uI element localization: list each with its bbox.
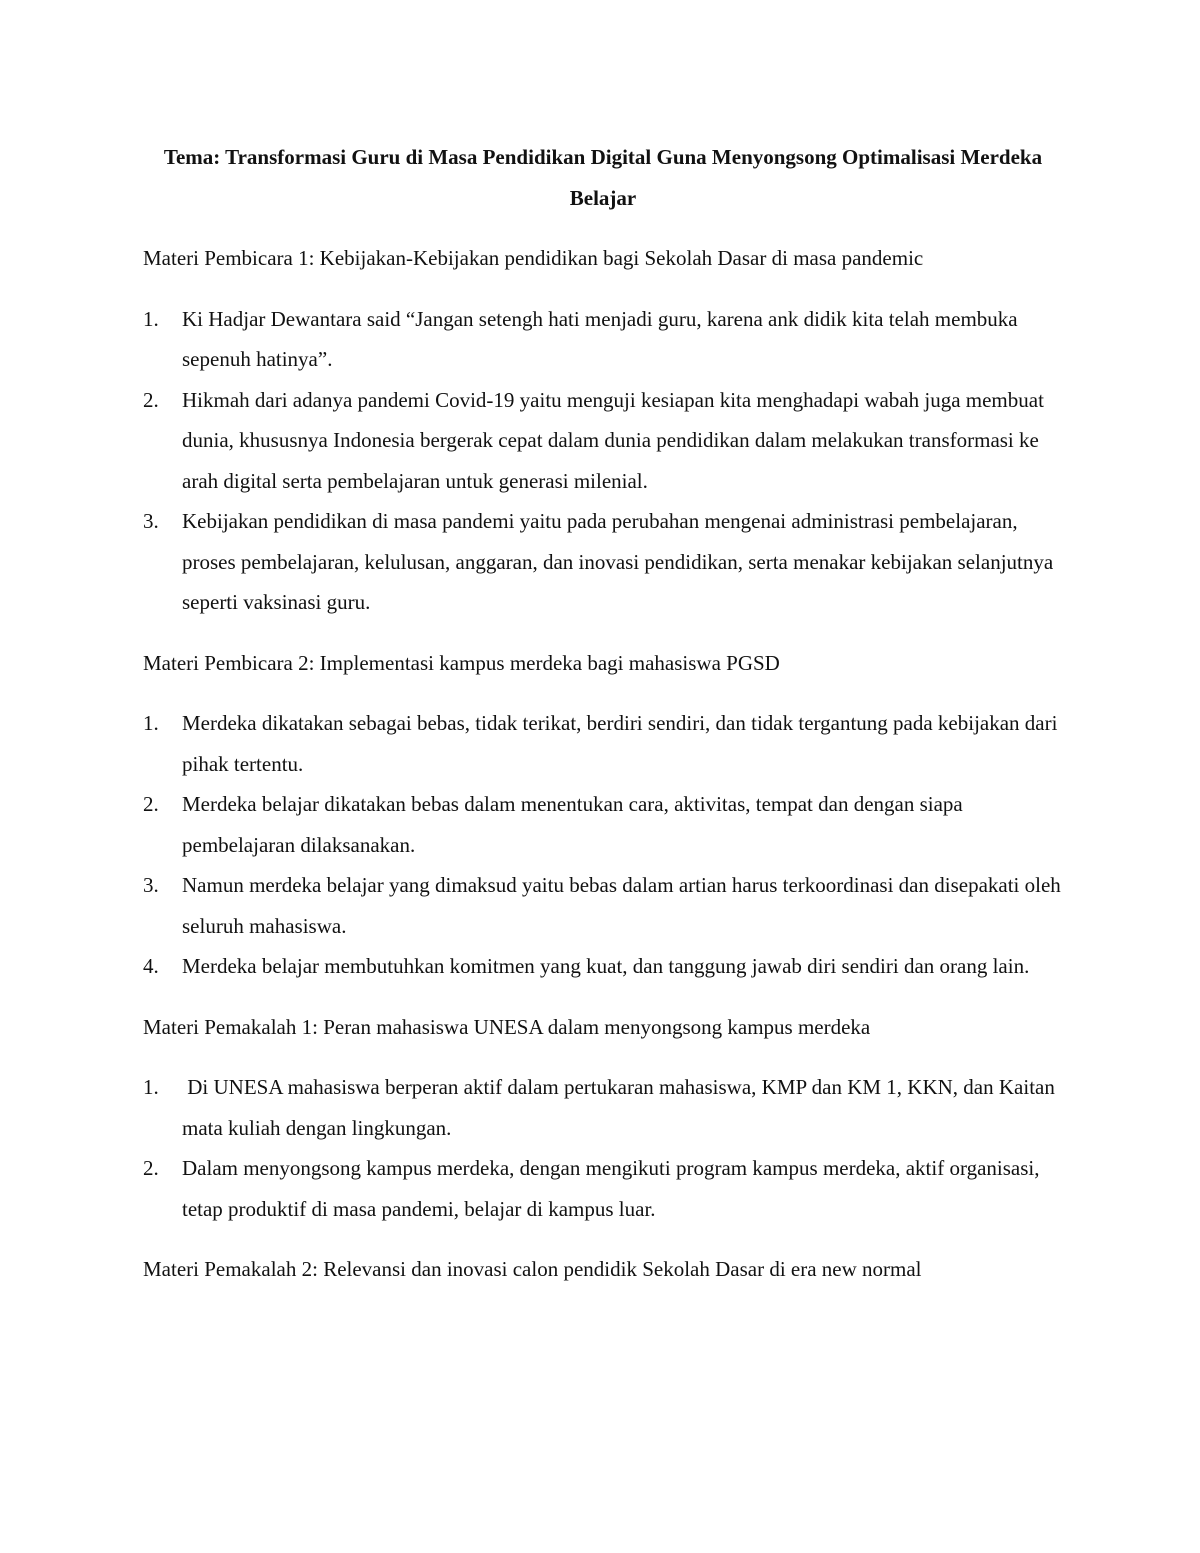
list-item-text: Kebijakan pendidikan di masa pandemi yaitu pada perubahan mengenai administrasi pembelajaran, proses pembelajaran, kelulusan, anggaran, dan inovasi pendidikan, serta menakar kebijakan selanjutnya seperti vaksinasi guru. bbox=[182, 509, 1054, 614]
list-item-text: Ki Hadjar Dewantara said “Jangan setengh hati menjadi guru, karena ank didik kita telah membuka sepenuh hatinya”. bbox=[182, 306, 1018, 371]
list-item-number: 4. bbox=[143, 954, 159, 978]
section-heading-pemakalah-1: Materi Pemakalah 1: Peran mahasiswa UNESA dalam menyongsong kampus merdeka bbox=[143, 1014, 871, 1039]
list-item-text: Dalam menyongsong kampus merdeka, dengan mengikuti program kampus merdeka, aktif organisasi, tetap produktif di masa pandemi, belajar di kampus luar. bbox=[182, 1156, 1040, 1221]
document-page bbox=[143, 137, 1063, 1290]
list-item bbox=[143, 703, 1063, 784]
list-item-text: Merdeka belajar dikatakan bebas dalam menentukan cara, aktivitas, tempat dan dengan siapa pembelajaran dilaksanakan. bbox=[182, 792, 963, 857]
list-item-number: 2. bbox=[143, 792, 159, 816]
list-item-number: 1. bbox=[143, 306, 159, 331]
section-heading-pemakalah-2: Materi Pemakalah 2: Relevansi dan inovasi calon pendidik Sekolah Dasar di era new normal bbox=[143, 1257, 922, 1281]
list-item-text: Hikmah dari adanya pandemi Covid-19 yaitu menguji kesiapan kita menghadapi wabah juga membuat dunia, khususnya Indonesia bergerak cepat dalam dunia pendidikan dalam melakukan transformasi ke arah digital serta pembelajaran untuk generasi milenial. bbox=[182, 387, 1044, 493]
list-item bbox=[143, 1148, 1063, 1229]
list-item-number: 1. bbox=[143, 1075, 159, 1099]
document-title: Tema: Transformasi Guru di Masa Pendidikan Digital Guna Menyongsong Optimalisasi Merdeka Belajar bbox=[163, 145, 1043, 210]
section-heading-pembicara-1: Materi Pembicara 1: Kebijakan-Kebijakan pendidikan bagi Sekolah Dasar di masa pandemic bbox=[143, 246, 924, 270]
list-item-text: Di UNESA mahasiswa berperan aktif dalam pertukaran mahasiswa, KMP dan KM 1, KKN, dan Kaitan mata kuliah dengan lingkungan. bbox=[182, 1075, 1061, 1140]
list-item bbox=[143, 299, 1063, 380]
list-item bbox=[143, 501, 1063, 623]
list-pembicara-1 bbox=[143, 299, 1063, 623]
list-item-text: Namun merdeka belajar yang dimaksud yaitu bebas dalam artian harus terkoordinasi dan disepakati oleh seluruh mahasiswa. bbox=[182, 873, 1061, 938]
list-item-text: Merdeka belajar membutuhkan komitmen yang kuat, dan tanggung jawab diri sendiri dan orang lain. bbox=[182, 954, 1030, 978]
list-item bbox=[143, 946, 1063, 987]
list-item-number: 2. bbox=[143, 1156, 159, 1180]
list-item-number: 3. bbox=[143, 873, 159, 897]
list-item bbox=[143, 1067, 1063, 1148]
section-heading-pembicara-2: Materi Pembicara 2: Implementasi kampus merdeka bagi mahasiswa PGSD bbox=[143, 650, 780, 675]
list-item-text: Merdeka dikatakan sebagai bebas, tidak terikat, berdiri sendiri, dan tidak tergantung pada kebijakan dari pihak tertentu. bbox=[182, 711, 1058, 776]
list-pemakalah-1 bbox=[143, 1067, 1063, 1229]
list-item-number: 3. bbox=[143, 509, 159, 533]
list-item bbox=[143, 784, 1063, 865]
list-item-number: 1. bbox=[143, 711, 159, 735]
list-pembicara-2 bbox=[143, 703, 1063, 987]
list-item-number: 2. bbox=[143, 387, 159, 412]
list-item bbox=[143, 865, 1063, 946]
list-item bbox=[143, 380, 1063, 502]
